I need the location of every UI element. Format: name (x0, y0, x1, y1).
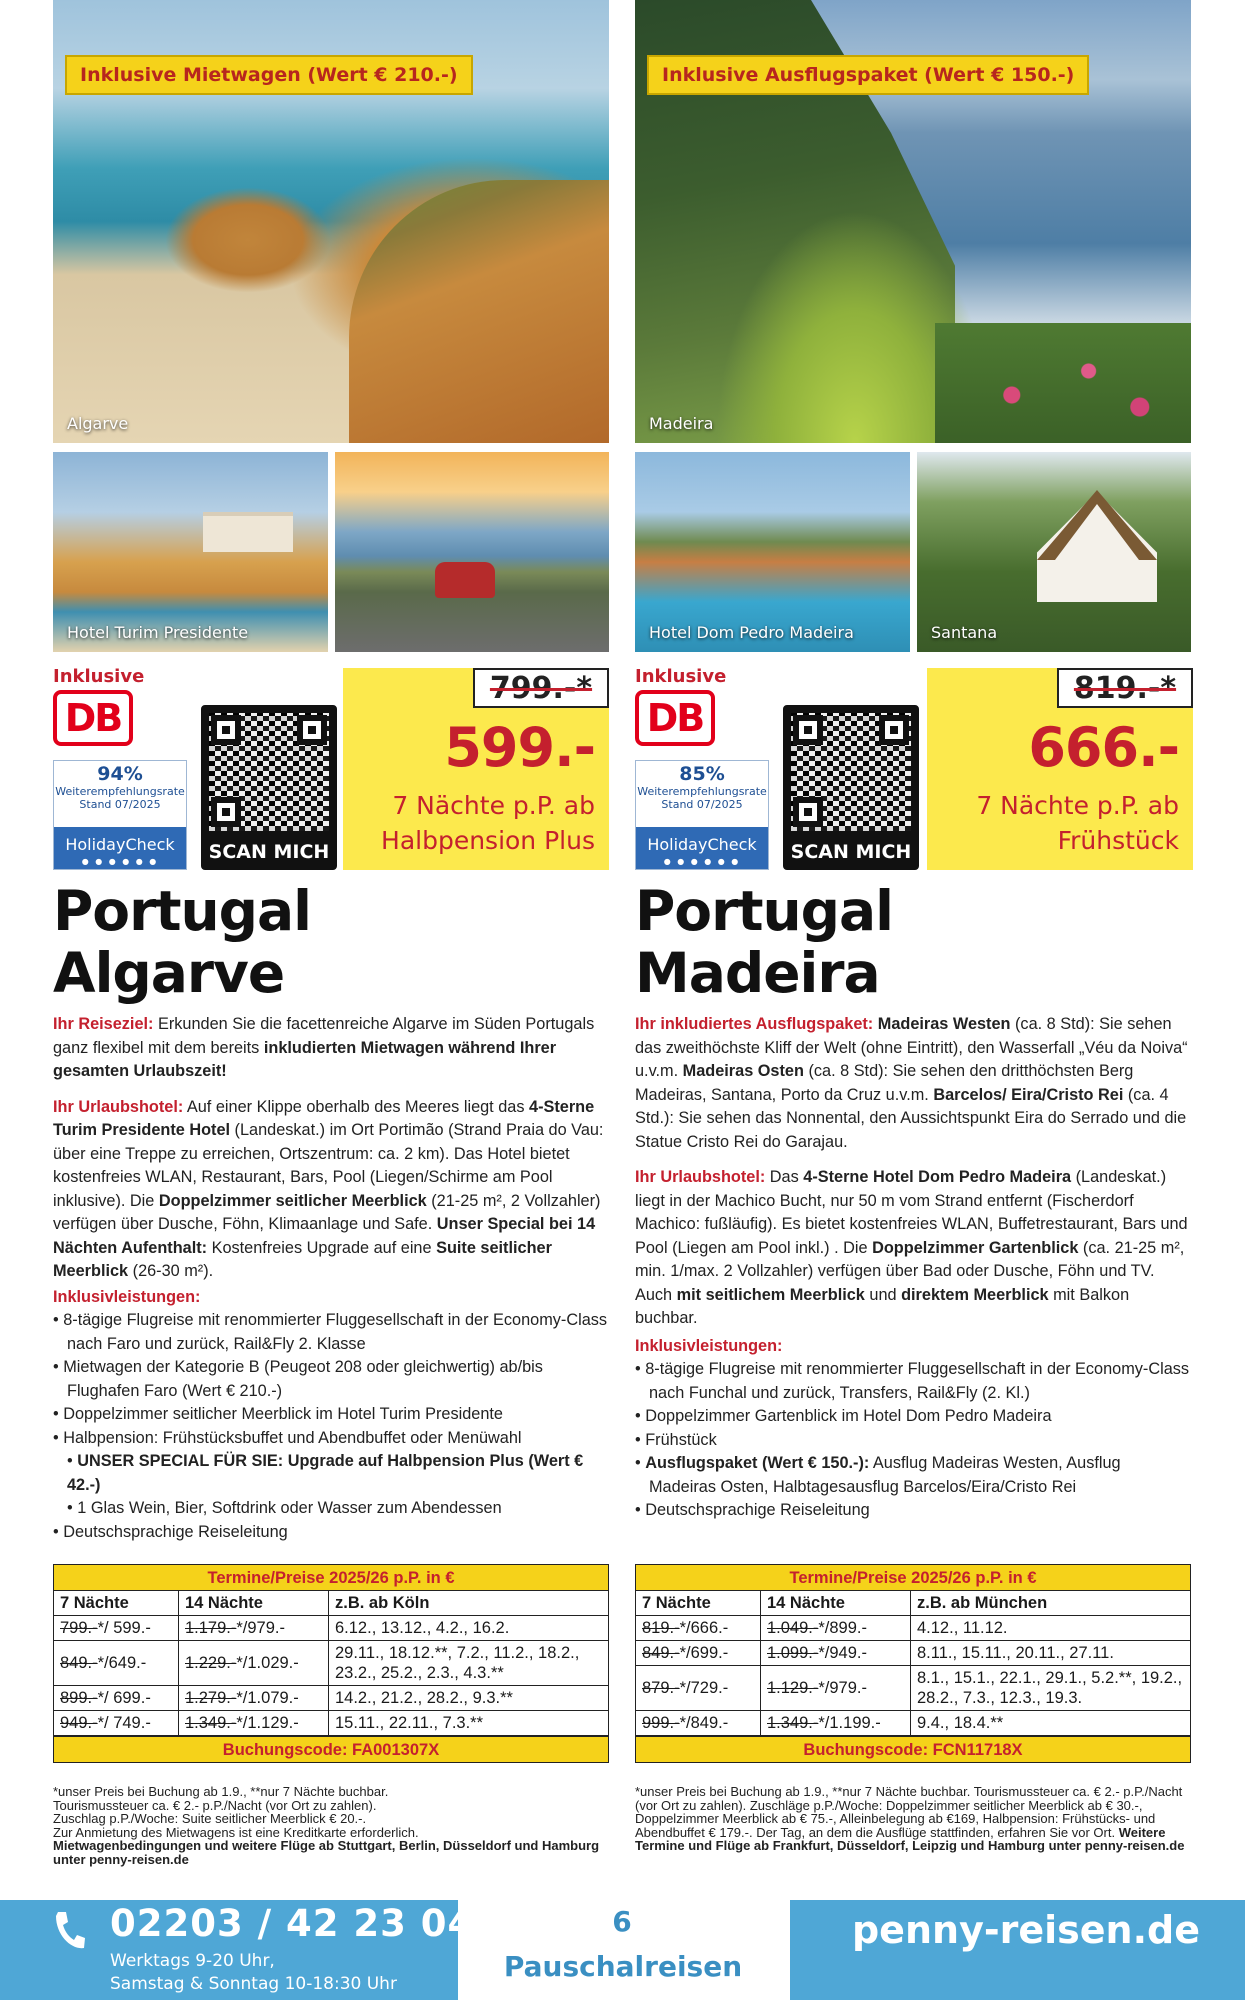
list-item: • Frühstück (635, 1429, 1191, 1453)
table-row: 879.- */729.- 1.129.- */979.- 8.1., 15.1., 22.1., 29.1., 5.2.**, 19.2., 28.2., 7.3., 12.3., 19.3. (636, 1666, 1190, 1711)
inclusions-label: Inklusivleistungen: (635, 1336, 783, 1355)
footnotes: *unser Preis bei Buchung ab 1.9., **nur 7 Nächte buchbar. Tourismussteuer ca. € 2.- p.P./Nacht (vor Ort zu zahlen). Zuschläge p.P./Woche: Doppelzimmer seitlicher Meerblick ab € 30.-, Doppelzimmer Meerblick ab € 75.-, Alleinbelegung ab €169, Halbpension: Frühstücks- und Abendbuffet € 179.-. Der Tag, an dem die Ausflüge stattfinden, erfahren Sie vor Ort. Weitere Termine und Flüge ab Frankfurt, Düsseldorf, Leipzig und Hamburg unter penny-reisen.de (635, 1784, 1185, 1853)
old-price: 799.-* (473, 668, 609, 708)
old-price: 819.-* (1057, 668, 1193, 708)
list-item: • Halbpension: Frühstücksbuffet und Abendbuffet oder Menüwahl (53, 1427, 609, 1451)
new-price: 599.- (444, 716, 595, 779)
table-row: 949.- */ 749.- 1.349.- */1.129.- 15.11., 22.11., 7.3.** (54, 1711, 608, 1736)
table-row: 799.- */ 599.- 1.179.- */979.- 6.12., 13.12., 4.2., 16.2. (54, 1616, 608, 1641)
website-link[interactable]: penny-reisen.de (851, 1908, 1200, 1952)
holidaycheck-badge: 94% Weiterempfehlungsrate Stand 07/2025 HolidayCheck ● ● ● ● ● ● (53, 760, 187, 870)
photo-algarve-beach (53, 0, 609, 443)
offer-title: Portugal Algarve (53, 879, 312, 1005)
list-item: • Ausflugspaket (Wert € 150.-): Ausflug Madeiras Westen, Ausflug Madeiras Osten, Halbtagesausflug Barcelos/Eira/Cristo Rei (635, 1452, 1191, 1499)
photo-santana (917, 452, 1191, 652)
photo-caption: Algarve (67, 414, 129, 433)
inclusions-list (635, 1358, 1191, 1523)
qr-code[interactable] (201, 705, 337, 870)
phone-icon (52, 1910, 86, 1952)
photo-caption: Hotel Turim Presidente (67, 623, 249, 642)
list-item: • 8-tägige Flugreise mit renommierter Fluggesellschaft in der Economy-Class nach Faro und zurück, Rail&Fly 2. Klasse (53, 1309, 609, 1356)
list-item: • Doppelzimmer Gartenblick im Hotel Dom Pedro Madeira (635, 1405, 1191, 1429)
list-item: • Deutschsprachige Reiseleitung (53, 1521, 609, 1545)
photo-caption: Madeira (649, 414, 714, 433)
price-table: Termine/Preise 2025/26 p.P. in € 7 Nächte 14 Nächte z.B. ab München 819.- */666.- 1.049.- */899.- 4.12., 11.12. 849.- */699.- 1.099.- */949.- 8.11., 15.11., 20.11., 27.11. 879.- */729.- 1.129.- */979.- 8.1., 15.1., 22.1., 29.1., 5.2.**, 19.2., 28.2., 7.3., 12.3., 19.3. 999.- */849.- 1.349.- */1.199.- 9.4., 18.4.** Buchungscode: FCN11718X (635, 1564, 1191, 1763)
photo-road-car (335, 452, 609, 652)
price-box (343, 668, 609, 870)
price-table: Termine/Preise 2025/26 p.P. in € 7 Nächte 14 Nächte z.B. ab Köln 799.- */ 599.- 1.179.- */979.- 6.12., 13.12., 4.2., 16.2. 849.- */649.- 1.229.- */1.029.- 29.11., 18.12.**, 7.2., 11.2., 18.2., 23.2., 25.2., 2.3., 4.3.** 899.- */ 699.- 1.279.- */1.079.- 14.2., 21.2., 28.2., 9.3.** 949.- */ 749.- 1.349.- */1.129.- 15.11., 22.11., 7.3.** Buchungscode: FA001307X (53, 1564, 609, 1763)
scan-label: SCAN MICH (790, 841, 912, 863)
excursion-badge: Inklusive Ausflugspaket (Wert € 150.-) (647, 55, 1089, 95)
recommendation-rate: 94% (97, 763, 143, 785)
db-logo: DB (53, 690, 133, 746)
photo-caption: Santana (931, 623, 998, 642)
recommendation-rate: 85% (679, 763, 725, 785)
db-logo: DB (635, 690, 715, 746)
price-box (927, 668, 1193, 870)
price-note: 7 Nächte p.P. ab Halbpension Plus (381, 791, 595, 855)
list-item: • Deutschsprachige Reiseleitung (635, 1499, 1191, 1523)
offer-description: Ihr inkludiertes Ausflugspaket: Madeiras Westen (ca. 8 Std): Sie sehen das zweithöchste Kliff der Welt (ohne Eintritt), den Wasserfall „Véu da Noiva“ u.v.m. Madeiras Osten (ca. 8 Std): Sie sehen den dritthöchsten Berg Madeiras, Santana, Porto da Cruz u.v.m. Barcelos/ Eira/Cristo Rei (ca. 4 Std.): Sie sehen das Nonnental, den Aussichtspunkt Eira do Serrado und die Statue Cristo Rei do Garajau. Ihr Urlaubshotel: Das 4-Sterne Hotel Dom Pedro Madeira (Landeskat.) liegt in der Machico Bucht, nur 50 m vom Strand entfernt (Fischerdorf Machico: fußläufig). Es bietet kostenfreies WLAN, Buffetrestaurant, Bars und Pool (Liegen am Pool inkl.) . Die Doppelzimmer Gartenblick (ca. 21-25 m², min. 1/max. 2 Vollzahler) verfügen über Bad oder Dusche, Föhn und TV. Auch mit seitlichem Meerblick und direktem Meerblick mit Balkon buchbar. Inklusivleistungen: • 8-tägige Flugreise mit renommierter Fluggesellschaft in der Economy-Class nach Funchal und zurück, Transfers, Rail&Fly (2. Kl.) • Doppelzimmer Gartenblick im Hotel Dom Pedro Madeira • Frühstück • Ausflugspaket (Wert € 150.-): Ausflug Madeiras Westen, Ausflug Madeiras Osten, Halbtagesausflug Barcelos/Eira/Cristo Rei • Deutschsprachige Reiseleitung (635, 1013, 1191, 1523)
qr-code[interactable] (783, 705, 919, 870)
inklusive-label: Inklusive (53, 666, 145, 687)
inklusive-label: Inklusive (635, 666, 727, 687)
inclusions-label: Inklusivleistungen: (53, 1287, 201, 1306)
table-header: Termine/Preise 2025/26 p.P. in € (636, 1565, 1190, 1591)
holidaycheck-logo: HolidayCheck (54, 827, 186, 869)
table-row: 849.- */649.- 1.229.- */1.029.- 29.11., 18.12.**, 7.2., 11.2., 18.2., 23.2., 25.2., 2.3., 4.3.** (54, 1641, 608, 1686)
booking-code: Buchungscode: FCN11718X (636, 1736, 1190, 1762)
table-row: 849.- */699.- 1.099.- */949.- 8.11., 15.11., 20.11., 27.11. (636, 1641, 1190, 1666)
page-number: 6 (612, 1905, 632, 1938)
table-row: 819.- */666.- 1.049.- */899.- 4.12., 11.12. (636, 1616, 1190, 1641)
rental-car-badge: Inklusive Mietwagen (Wert € 210.-) (65, 55, 473, 95)
photo-caption: Hotel Dom Pedro Madeira (649, 623, 854, 642)
table-row: 899.- */ 699.- 1.279.- */1.079.- 14.2., 21.2., 28.2., 9.3.** (54, 1686, 608, 1711)
photo-madeira-coast (635, 0, 1191, 443)
offer-description: Ihr Reiseziel: Erkunden Sie die facettenreiche Algarve im Süden Portugals ganz flexibel mit dem bereits inkludierten Mietwagen während Ihrer gesamten Urlaubszeit! Ihr Urlaubshotel: Auf einer Klippe oberhalb des Meeres liegt das 4-Sterne Turim Presidente Hotel (Landeskat.) im Ort Portimão (Strand Praia do Vau: über eine Treppe zu erreichen, Ortszentrum: ca. 2 km). Das Hotel bietet kostenfreies WLAN, Restaurant, Bars, Pool (Liegen/Schirme am Pool inklusive). Die Doppelzimmer seitlicher Meerblick (21-25 m², 2 Vollzahler) verfügen über Dusche, Föhn, Klimaanlage und Safe. Unser Special bei 14 Nächten Aufenthalt: Kostenfreies Upgrade auf eine Suite seitlicher Meerblick (26-30 m²). Inklusivleistungen: • 8-tägige Flugreise mit renommierter Fluggesellschaft in der Economy-Class nach Faro und zurück, Rail&Fly 2. Klasse • Mietwagen der Kategorie B (Peugeot 208 oder gleichwertig) ab/bis Flughafen Faro (Wert € 210.-) • Doppelzimmer seitlicher Meerblick im Hotel Turim Presidente • Halbpension: Frühstücksbuffet und Abendbuffet oder Menüwahl • UNSER SPECIAL FÜR SIE: Upgrade auf Halbpension Plus (Wert € 42.-) • 1 Glas Wein, Bier, Softdrink oder Wasser zum Abendessen • Deutschsprachige Reiseleitung (53, 1013, 609, 1544)
new-price: 666.- (1028, 716, 1179, 779)
table-row: 999.- */849.- 1.349.- */1.199.- 9.4., 18.4.** (636, 1711, 1190, 1736)
offer-title: Portugal Madeira (635, 879, 894, 1005)
table-header: Termine/Preise 2025/26 p.P. in € (54, 1565, 608, 1591)
photo-hotel-turim (53, 452, 328, 652)
price-note: 7 Nächte p.P. ab Frühstück (976, 791, 1179, 855)
phone-number[interactable]: 02203 / 42 23 04 (110, 1902, 475, 1945)
opening-hours: Werktags 9-20 Uhr, Samstag & Sonntag 10-18:30 Uhr (110, 1951, 397, 1994)
list-item: • Mietwagen der Kategorie B (Peugeot 208 oder gleichwertig) ab/bis Flughafen Faro (Wert € 210.-) (53, 1356, 609, 1403)
section-title: Pauschalreisen (503, 1950, 743, 1983)
booking-code: Buchungscode: FA001307X (54, 1736, 608, 1762)
holidaycheck-logo: HolidayCheck (636, 827, 768, 869)
scan-label: SCAN MICH (208, 841, 330, 863)
footnotes: *unser Preis bei Buchung ab 1.9., **nur 7 Nächte buchbar. Tourismussteuer ca. € 2.- p.P./Nacht (vor Ort zu zahlen). Zuschlag p.P./Woche: Suite seitlicher Meerblick € 20.-. Zur Anmietung des Mietwagens ist eine Kreditkarte erforderlich. Mietwagenbedingungen und weitere Flüge ab Stuttgart, Berlin, Düsseldorf und Hamburg unter penny-reisen.de (53, 1784, 600, 1867)
holidaycheck-badge: 85% Weiterempfehlungsrate Stand 07/2025 HolidayCheck ● ● ● ● ● ● (635, 760, 769, 870)
list-item: • Doppelzimmer seitlicher Meerblick im Hotel Turim Presidente (53, 1403, 609, 1427)
list-item: • 8-tägige Flugreise mit renommierter Fluggesellschaft in der Economy-Class nach Funchal und zurück, Transfers, Rail&Fly (2. Kl.) (635, 1358, 1191, 1405)
photo-hotel-dom-pedro (635, 452, 910, 652)
inclusions-list: • 8-tägige Flugreise mit renommierter Fluggesellschaft in der Economy-Class nach Faro und zurück, Rail&Fly 2. Klasse • Mietwagen der Kategorie B (Peugeot 208 oder gleichwertig) ab/bis Flughafen Faro (Wert € 210.-) • Doppelzimmer seitlicher Meerblick im Hotel Turim Presidente • Halbpension: Frühstücksbuffet und Abendbuffet oder Menüwahl • UNSER SPECIAL FÜR SIE: Upgrade auf Halbpension Plus (Wert € 42.-) • 1 Glas Wein, Bier, Softdrink oder Wasser zum Abendessen • Deutschsprachige Reiseleitung (53, 1309, 609, 1544)
